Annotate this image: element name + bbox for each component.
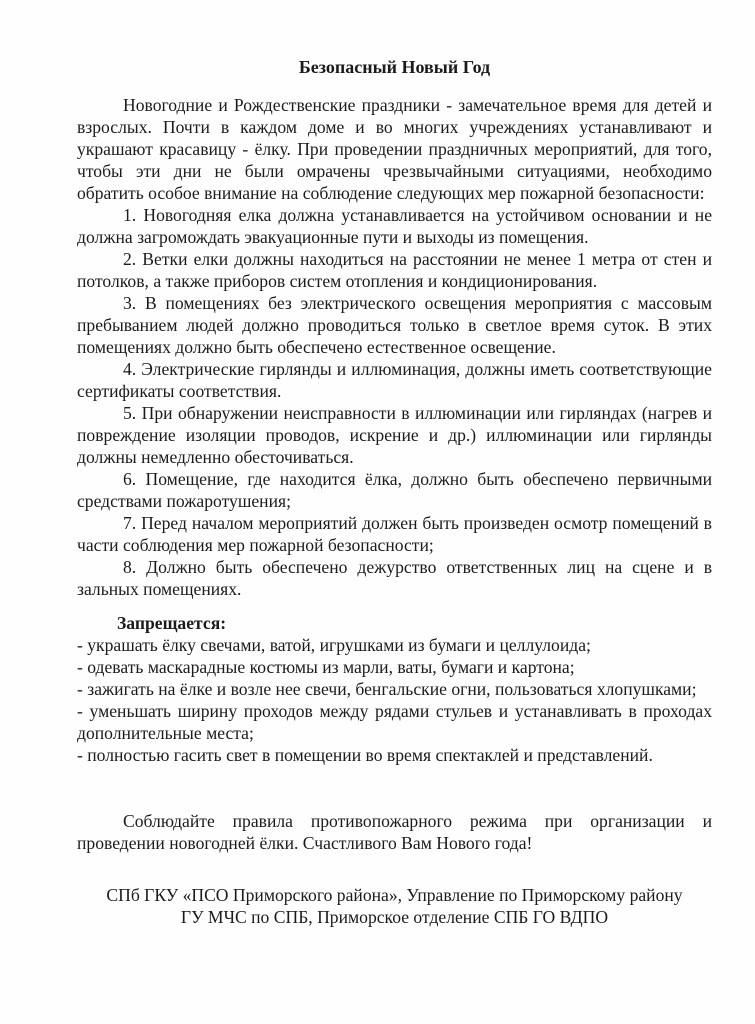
- prohibited-item-5: - полностью гасить свет в помещении во время спектаклей и представлений.: [77, 745, 653, 765]
- document-title: Безопасный Новый Год: [298, 57, 491, 77]
- rule-item-3: 3. В помещениях без электрического освещения мероприятия с массовым пребыванием людей должно проводиться только в светлое время суток. В этих помещениях должно быть обеспечено естественное освещение.: [77, 293, 712, 357]
- prohibited-item-4: - уменьшать ширину проходов между рядами стульев и устанавливать в проходах дополнительные места;: [77, 701, 712, 743]
- closing-paragraph: Соблюдайте правила противопожарного режима при организации и проведении новогодней ёлки. Счастливого Вам Нового года!: [77, 811, 712, 853]
- rule-item-1: 1. Новогодняя елка должна устанавливается на устойчивом основании и не должна загромождать эвакуационные пути и выходы из помещения.: [77, 205, 712, 247]
- intro-paragraph: Новогодние и Рождественские праздники - замечательное время для детей и взрослых. Почти в каждом доме и во многих учреждениях устанавливают и украшают красавицу - ёлку. При проведении праздничных мероприятий, для того, чтобы эти дни не были омрачены чрезвычайными ситуациями, необходимо обратить особое внимание на соблюдение следующих мер пожарной безопасности:: [77, 95, 712, 203]
- rule-item-2: 2. Ветки елки должны находиться на расстоянии не менее 1 метра от стен и потолков, а также приборов систем отопления и кондиционирования.: [77, 249, 712, 291]
- footer-line-2: ГУ МЧС по СПБ, Приморское отделение СПБ ГО ВДПО: [180, 907, 609, 927]
- prohibited-item-3: - зажигать на ёлке и возле нее свечи, бенгальские огни, пользоваться хлопушками;: [77, 679, 697, 699]
- rule-item-6: 6. Помещение, где находится ёлка, должно быть обеспечено первичными средствами пожаротушения;: [77, 469, 712, 511]
- rule-item-8: 8. Должно быть обеспечено дежурство ответственных лиц на сцене и в зальных помещениях.: [77, 557, 712, 599]
- document-footer: [77, 884, 712, 928]
- prohibited-item-2: - одевать маскарадные костюмы из марли, ваты, бумаги и картона;: [77, 657, 575, 677]
- prohibited-item-1: - украшать ёлку свечами, ватой, игрушками из бумаги и целлулоида;: [77, 635, 591, 655]
- rule-item-5: 5. При обнаружении неисправности в иллюминации или гирляндах (нагрев и повреждение изоляции проводов, искрение и др.) иллюминации или гирлянды должны немедленно обесточиваться.: [77, 403, 712, 467]
- footer-line-1: СПб ГКУ «ПСО Приморского района», Управление по Приморскому району: [106, 885, 683, 905]
- prohibited-heading: Запрещается:: [117, 613, 227, 633]
- rule-item-4: 4. Электрические гирлянды и иллюминация, должны иметь соответствующие сертификаты соответствия.: [77, 359, 712, 401]
- rule-item-7: 7. Перед началом мероприятий должен быть произведен осмотр помещений в части соблюдения мер пожарной безопасности;: [77, 513, 712, 555]
